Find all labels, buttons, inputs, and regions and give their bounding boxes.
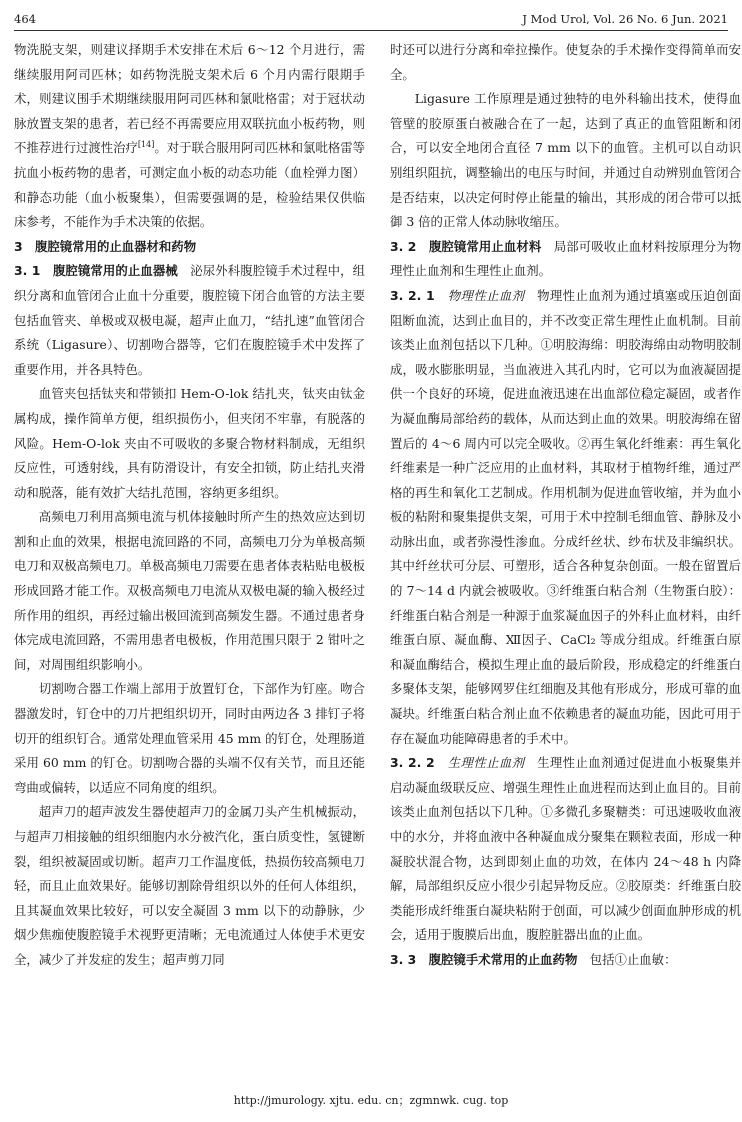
- left-column: [14, 38, 365, 973]
- journal-citation: J Mod Urol, Vol. 26 No. 6 Jun. 2021: [522, 12, 728, 26]
- paragraph-text: 局部可吸收止血材料按原理分为物理性止血剂和生理性止血剂。: [390, 238, 742, 279]
- subsection-number: 3. 2. 2: [390, 755, 448, 771]
- reference-marker[interactable]: [14]: [137, 140, 155, 150]
- page-number: 464: [14, 12, 36, 26]
- right-column: [390, 38, 741, 973]
- paragraph-text: 包括①止血敏：: [577, 951, 677, 967]
- paragraph-stapler: 切割吻合器工作端上部用于放置钉仓，下部作为钉座。吻合器激发时，钉仓中的刀片把组织切开，同时由两边各 3 排钉子将切开的组织钉合。通常处理血管采用 45 mm 的钉仓，处理肠道采用 60 mm 的钉仓。切割吻合器的头端不仅有关节，而且还能弯曲或偏转，以适应不同角度的组织。: [14, 681, 365, 795]
- paragraph-text: 。对于联合服用阿司匹林和氯吡格雷等抗血小板药物的患者，可测定血小板的动态功能（血栓弹力图）和静态功能（血小板聚集），但需要强调的是，检验结果仅供临床参考，不能作为手术决策的依据。: [14, 140, 366, 230]
- paragraph-clips: 血管夹包括钛夹和带锁扣 Hem-O-lok 结扎夹，钛夹由钛金属构成，操作简单方便，组织损伤小，但夹闭不牢靠，有脱落的风险。Hem-O-lok 夹由不可吸收的多聚合物材料制成，无组织反应性，可透射线，具有防滑设计，有安全扣锁，防止结扎夹滑动和脱落，能有效扩大结扎范围，容纳更多组织。: [14, 386, 365, 500]
- subsection-3-1: [14, 259, 365, 382]
- section-heading-3: 3 腹腔镜常用的止血器材和药物: [14, 238, 197, 254]
- paragraph-text: 物理性止血剂为通过填塞或压迫创面阻断血流，达到止血目的，并不改变正常生理性止血机制。目前该类止血剂包括以下几种。①明胶海绵：明胶海绵由动物明胶制成，吸水膨胀明显，当血液进入其孔内时，它可以为血液凝固提供一个良好的环境，促进血液迅速在出血部位稳定凝固，或者作为凝血酶局部给药的载体，从而达到止血的效果。明胶海绵在留置后的 4～6 周内可以完全吸收。②再生氧化纤维素：再生氧化纤维素是一种广泛应用的止血材料，其取材于植物纤维，通过严格的再生和氧化工艺制成。作用机制为促进血管收缩，并为血小板的粘附和聚集提供支架，可用于术中控制毛细血管、静脉及小动脉出血，或者弥漫性渗血。分成纤丝状、纱布状及非编织状。其中纤丝状可分层、可塑形，适合各种复杂创面。一般在留置后的 7～14 d 内就会被吸收。③纤维蛋白粘合剂（生物蛋白胶）：纤维蛋白粘合剂是一种源于血浆凝血因子的外科止血材料，由纤维蛋白原、凝血酶、Ⅻ因子、CaCl₂ 等成分组成。纤维蛋白原和凝血酶结合，模拟生理止血的最后阶段，形成稳定的纤维蛋白多聚体支架，能够网罗住红细胞及其他有形成分，形成可靠的血凝块。纤维蛋白粘合剂止血不依赖患者的凝血功能，因此可用于存在凝血功能障碍患者的手术中。: [390, 287, 742, 746]
- paragraph-text: 生理性止血剂通过促进血小板聚集并启动凝血级联反应、增强生理性止血进程而达到止血目的。目前该类止血剂包括以下几种。①多微孔多聚糖类：可迅速吸收血液中的水分，并将血液中各种凝血成分聚集在颗粒表面，形成一种凝胶状混合物，达到即刻止血的功效，在体内 24～48 h 内降解，局部组织反应小很少引起异物反应。②胶原类：纤维蛋白胶类能形成纤维蛋白凝块粘附于创面，可以减少创面血肿形成的机会，适用于腹膜后出血，腹腔脏器出血的止血。: [390, 755, 742, 943]
- subsection-number: 3. 2. 1: [390, 287, 448, 303]
- paragraph-antiplatelet: [14, 38, 365, 235]
- subsection-title: 物理性止血剂: [447, 287, 525, 303]
- subsection-3-2: [390, 235, 741, 284]
- subsection-3-2-2: [390, 751, 741, 948]
- paragraph-text: 泌尿外科腹腔镜手术过程中，组织分离和血管闭合止血十分重要，腹腔镜下闭合血管的方法主要包括血管夹、单极或双极电凝，超声止血刀，“结扎速”血管闭合系统（Ligasure）、切割吻合器等，它们在腹腔镜手术中发挥了重要作用，并各具特色。: [14, 263, 366, 377]
- subsection-heading: 3. 1 腹腔镜常用的止血器械: [14, 263, 178, 279]
- subsection-heading: 3. 3 腹腔镜手术常用的止血药物: [390, 951, 578, 967]
- subsection-3-3: [390, 948, 741, 973]
- subsection-3-2-1: [390, 284, 741, 751]
- paragraph-electrosurgery: 高频电刀利用高频电流与机体接触时所产生的热效应达到切割和止血的效果，根据电流回路的不同，高频电刀分为单极高频电刀和双极高频电刀。单极高频电刀需要在患者体表粘贴电极板形成回路才能工作。双极高频电刀电流从双极电凝的输入极经过所作用的组织，再经过输出极回流到高频发生器。不通过患者身体完成电流回路，不需用患者电极板，作用范围只限于 2 钳叶之间，对周围组织影响小。: [14, 509, 365, 672]
- subsection-heading: 3. 2 腹腔镜常用止血材料: [390, 238, 542, 254]
- paragraph-continued: 时还可以进行分离和牵拉操作。使复杂的手术操作变得简单而安全。: [390, 42, 741, 82]
- paragraph-text: 物洗脱支架，则建议择期手术安排在术后 6～12 个月进行，需继续服用阿司匹林；如药物洗脱支架术后 6 个月内需行限期手术，则建议围手术期继续服用阿司匹林和氯吡格雷；对于冠状动脉放置支架的患者，若已经不再需要应用双联抗血小板药物，则不推荐进行过渡性治疗: [14, 42, 365, 156]
- page-header: [14, 12, 728, 31]
- subsection-title: 生理性止血剂: [447, 755, 525, 771]
- page-footer-urls[interactable]: http://jmurology. xjtu. edu. cn；zgmnwk. cug. top: [233, 1094, 509, 1107]
- paragraph-ligasure: Ligasure 工作原理是通过独特的电外科输出技术，使得血管壁的胶原蛋白被融合在了一起，达到了真正的血管阻断和闭合，可以安全地闭合直径 7 mm 以下的血管。主机可以自动识别组织阻抗，调整输出的电压与时间，并通过自动辨别血管闭合是否结束，以决定何时停止能量的输出，其形成的闭合带可以抵御 3 倍的正常人体动脉收缩压。: [390, 91, 741, 230]
- paragraph-ultrasonic: 超声刀的超声波发生器使超声刀的金属刀头产生机械振动，与超声刀相接触的组织细胞内水分被汽化，蛋白质变性，氢键断裂，组织被凝固或切断。超声刀工作温度低，热损伤较高频电刀轻，而且止血效果好。能够切割除骨组织以外的任何人体组织，且其凝血效果比较好，可以安全凝固 3 mm 以下的动静脉，少烟少焦痂使腹腔镜手术视野更清晰；无电流通过人体使手术更安全，减少了并发症的发生；超声剪刀同: [14, 804, 365, 967]
